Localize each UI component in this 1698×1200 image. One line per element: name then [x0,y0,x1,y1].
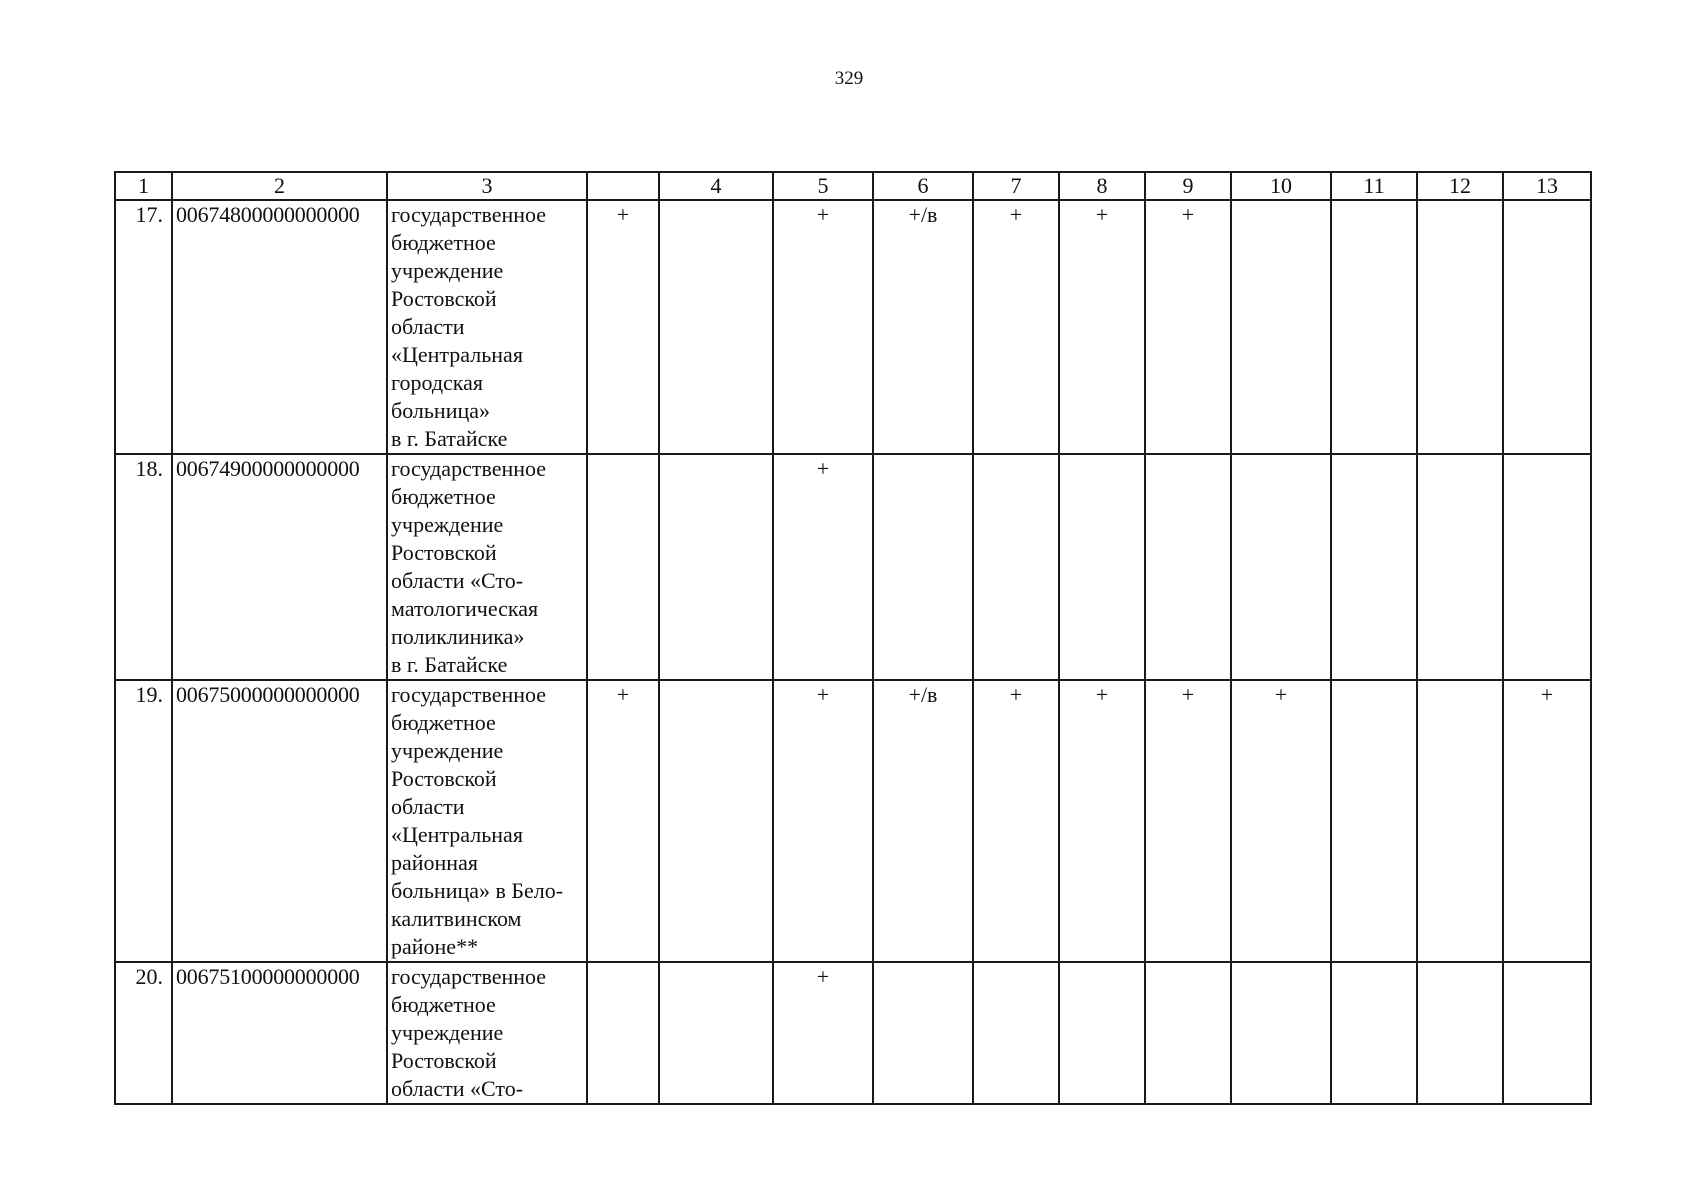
row-institution-name: государственное бюджетное учреждение Ростовской области «Сто- [387,962,587,1104]
column-header: 5 [773,172,873,200]
column-header: 4 [659,172,773,200]
row-mark [973,962,1059,1104]
row-mark [587,962,659,1104]
row-mark: + [1059,680,1145,962]
column-header: 7 [973,172,1059,200]
row-mark [587,454,659,680]
table-row [115,680,1591,962]
row-mark [973,454,1059,680]
row-mark: + [973,680,1059,962]
row-mark [1417,680,1503,962]
row-mark [873,962,973,1104]
row-mark [1331,454,1417,680]
row-mark [659,200,773,454]
row-mark [1231,962,1331,1104]
column-header: 6 [873,172,973,200]
row-number: 17. [115,200,172,454]
row-mark: + [973,200,1059,454]
row-mark: + [773,200,873,454]
column-header: 9 [1145,172,1231,200]
column-header: 8 [1059,172,1145,200]
column-header: 1 [115,172,172,200]
row-institution-name: государственное бюджетное учреждение Ростовской области «Центральная районная больница» в Бело- калитвинском районе** [387,680,587,962]
row-institution-name: государственное бюджетное учреждение Ростовской области «Сто- матологическая поликлиника» в г. Батайске [387,454,587,680]
row-mark: + [773,454,873,680]
row-mark: +/в [873,680,973,962]
registry-table [114,171,1592,1105]
row-mark: + [587,680,659,962]
column-header: 12 [1417,172,1503,200]
row-number: 18. [115,454,172,680]
row-number: 20. [115,962,172,1104]
row-mark [1331,200,1417,454]
row-code: 00675000000000000 [172,680,387,962]
column-header: 2 [172,172,387,200]
row-mark: + [1145,200,1231,454]
table-row [115,962,1591,1104]
row-mark [1331,680,1417,962]
row-mark [1503,962,1591,1104]
column-header: 10 [1231,172,1331,200]
row-mark [1059,454,1145,680]
row-institution-name: государственное бюджетное учреждение Ростовской области «Центральная городская больница» в г. Батайске [387,200,587,454]
row-mark: + [773,962,873,1104]
table-row [115,200,1591,454]
row-mark: + [1231,680,1331,962]
row-mark [1231,454,1331,680]
row-mark [1231,200,1331,454]
row-mark [873,454,973,680]
row-mark [1145,454,1231,680]
row-code: 00674900000000000 [172,454,387,680]
row-mark [659,962,773,1104]
row-code: 00674800000000000 [172,200,387,454]
row-mark [659,680,773,962]
column-header: 3 [387,172,587,200]
column-header [587,172,659,200]
row-mark [1059,962,1145,1104]
page-number: 329 [834,68,864,89]
row-mark: + [773,680,873,962]
column-header: 13 [1503,172,1591,200]
row-number: 19. [115,680,172,962]
row-mark: + [1503,680,1591,962]
row-mark [1417,962,1503,1104]
row-mark: + [587,200,659,454]
row-code: 00675100000000000 [172,962,387,1104]
table-header-row [115,172,1591,200]
row-mark [1503,454,1591,680]
row-mark [659,454,773,680]
column-header: 11 [1331,172,1417,200]
row-mark [1503,200,1591,454]
row-mark: + [1145,680,1231,962]
row-mark [1417,200,1503,454]
row-mark [1145,962,1231,1104]
row-mark [1417,454,1503,680]
row-mark: + [1059,200,1145,454]
row-mark [1331,962,1417,1104]
table-row [115,454,1591,680]
row-mark: +/в [873,200,973,454]
